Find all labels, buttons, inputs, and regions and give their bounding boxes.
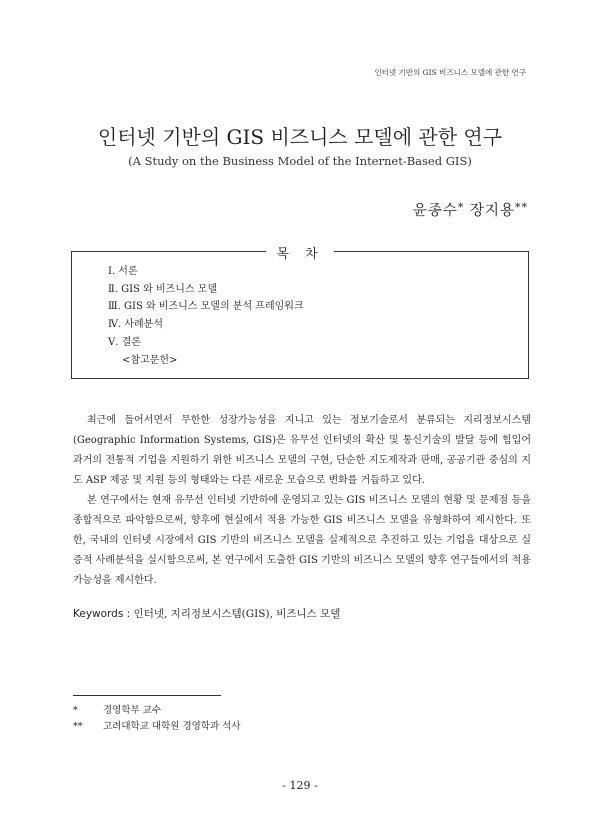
abstract-paragraph: 본 연구에서는 현재 유무선 인터넷 기반하에 운영되고 있는 GIS 비즈니스 모델의 현황 및 문제점 등을 종합적으로 파악함으로써, 향후에 현실에서 적용 가능한 GIS 비즈니스 모델을 유형화하여 제시한다. 또한, 국내의 인터넷 시장에서 GIS 기반의 비즈니스 모델을 실제적으로 추진하고 있는 기업을 대상으로 실증적 사례분석을 실시함으로써, 본 연구에서 도출한 GIS 기반의 비즈니스 모델의 향후 연구들에서의 적용가능성을 제시한다. bbox=[73, 495, 531, 586]
footnote-text: 고려대학교 대학원 경영학과 석사 bbox=[103, 721, 241, 732]
toc-list bbox=[108, 263, 304, 369]
footnote bbox=[73, 703, 241, 719]
table-of-contents bbox=[71, 247, 529, 379]
toc-heading: 목 차 bbox=[266, 247, 333, 262]
keywords-label: Keywords : bbox=[73, 608, 131, 620]
author-name: 장지용 bbox=[469, 203, 515, 219]
toc-item: Ⅰ. 서론 bbox=[108, 266, 138, 277]
footnote-mark: ** bbox=[73, 721, 83, 732]
footnote bbox=[73, 719, 241, 735]
running-head: 인터넷 기반의 GIS 비즈니스 모델에 관한 연구 bbox=[374, 68, 526, 77]
author-footnote-mark: ** bbox=[515, 201, 528, 214]
toc-heading-wrap bbox=[72, 243, 528, 262]
author-line bbox=[413, 199, 528, 220]
toc-item: <참고문헌> bbox=[122, 354, 178, 366]
footnote-text: 경영학부 교수 bbox=[103, 705, 162, 716]
page-number: - 129 - bbox=[282, 779, 318, 792]
toc-item: Ⅳ. 사례분석 bbox=[108, 319, 163, 331]
paper-subtitle: (A Study on the Business Model of the Internet-Based GIS) bbox=[128, 154, 472, 168]
toc-item: Ⅱ. GIS 와 비즈니스 모델 bbox=[108, 283, 218, 295]
toc-item: Ⅲ. GIS 와 비즈니스 모델의 분석 프레임워크 bbox=[108, 301, 304, 313]
toc-item: Ⅴ. 결론 bbox=[108, 336, 141, 348]
abstract-paragraph: 최근에 들어서면서 무한한 성장가능성을 지니고 있는 정보기술로서 분류되는 지리정보시스템(Geographic Information Systems, GIS)은 유무선 인터넷의 확산 및 통신기술의 발달 등에 힘입어 과거의 전통적 기업을 지원하기 위한 비즈니스 모델의 구현, 단순한 지도제작과 판매, 공공기관 중심의 지도 ASP 제공 및 지원 등의 형태와는 다른 새로운 모습으로 변화를 거듭하고 있다. bbox=[73, 415, 531, 486]
footnote-mark: * bbox=[73, 705, 78, 716]
footnote-divider bbox=[73, 695, 221, 696]
author-footnote-mark: * bbox=[457, 201, 465, 214]
keywords-value: 인터넷, 지리정보시스템(GIS), 비즈니스 모델 bbox=[133, 608, 341, 620]
paper-title: 인터넷 기반의 GIS 비즈니스 모델에 관한 연구 bbox=[97, 125, 503, 149]
abstract bbox=[73, 411, 531, 591]
author-name: 윤종수 bbox=[412, 203, 458, 219]
keywords bbox=[73, 606, 340, 621]
footnotes bbox=[73, 703, 241, 735]
